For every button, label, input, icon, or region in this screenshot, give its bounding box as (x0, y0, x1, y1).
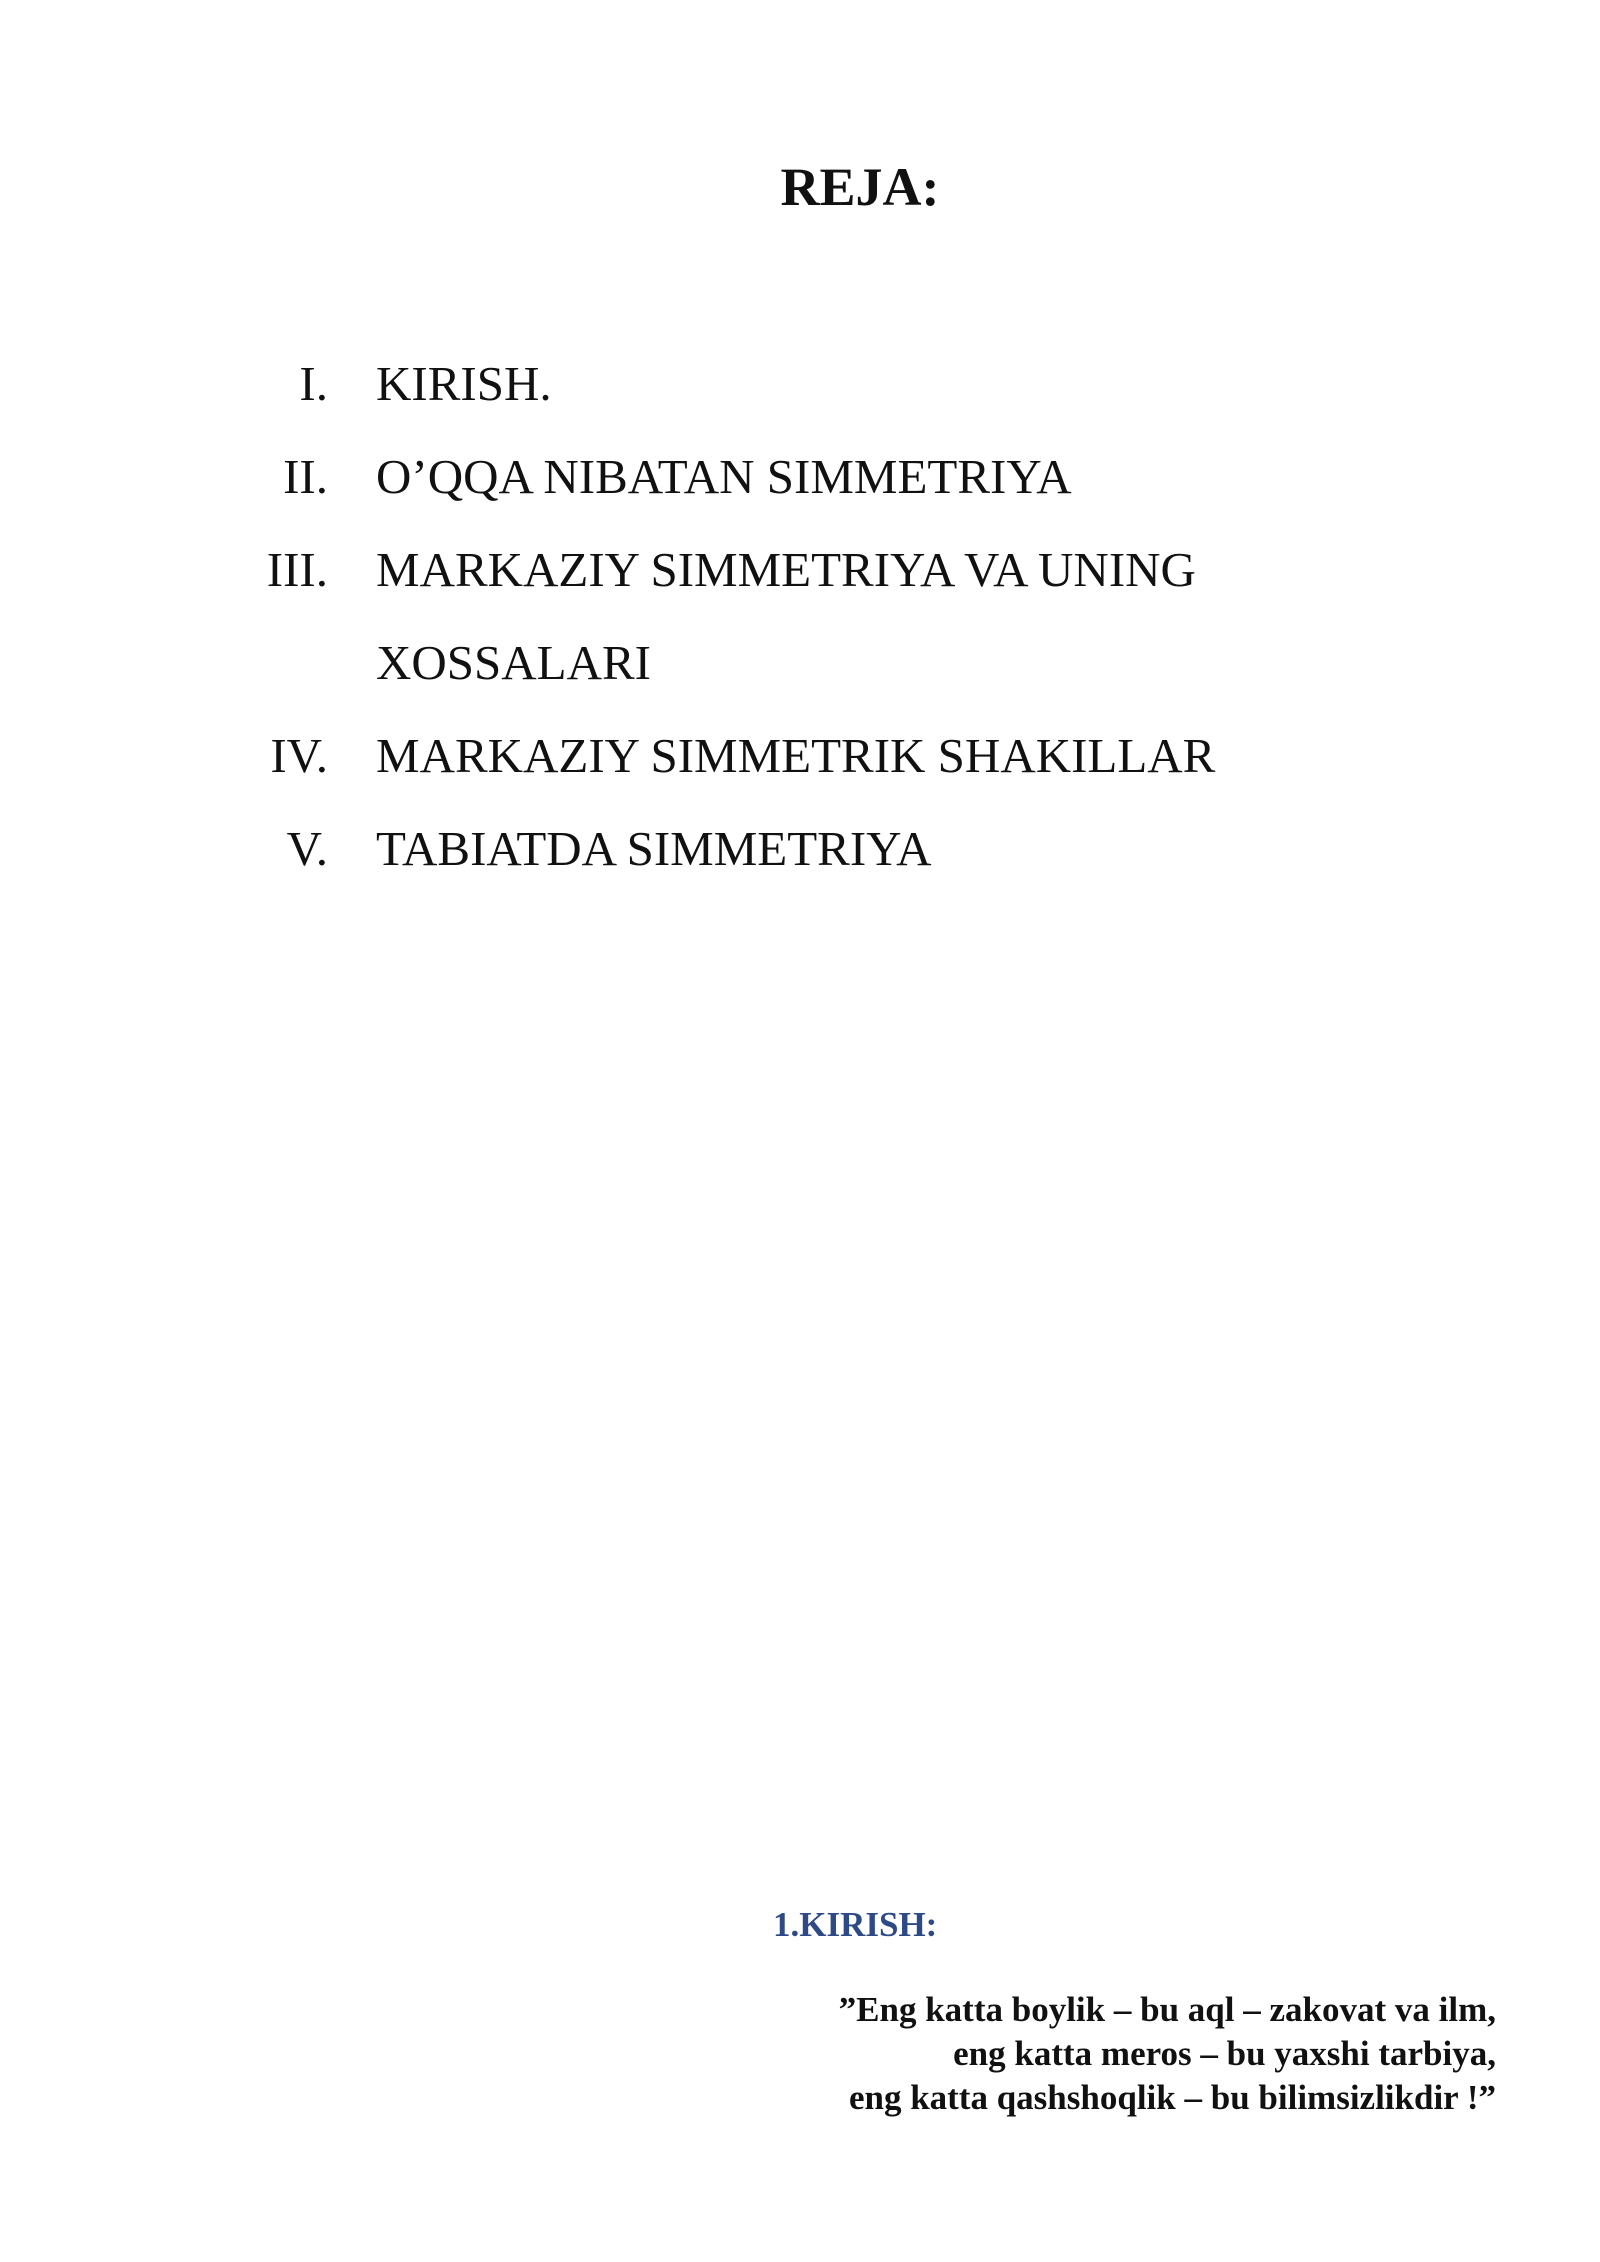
plan-item (0, 337, 1600, 430)
plan-item-text: TABIATDA SIMMETRIYA (376, 821, 932, 876)
epigraph-quote (839, 1988, 1496, 2120)
section-heading-introduction: 1.KIRISH: (773, 1905, 938, 1944)
epigraph-line: eng katta meros – bu yaxshi tarbiya, (953, 2034, 1496, 2073)
plan-item (0, 430, 1600, 523)
plan-item-text: MARKAZIY SIMMETRIK SHAKILLAR (376, 728, 1216, 783)
plan-item-number: V. (286, 821, 328, 876)
plan-item-number: IV. (270, 728, 328, 783)
plan-item (0, 523, 1600, 709)
plan-title: REJA: (780, 157, 940, 217)
plan-item (0, 709, 1600, 802)
epigraph-line: ”Eng katta boylik – bu aql – zakovat va ilm, (838, 1990, 1496, 2029)
epigraph-line: eng katta qashshoqlik – bu bilimsizlikdir !” (848, 2078, 1496, 2117)
plan-item-text: MARKAZIY SIMMETRIYA VA UNING XOSSALARI (376, 542, 1196, 690)
plan-item-text: O’QQA NIBATAN SIMMETRIYA (376, 449, 1072, 504)
plan-item-number: II. (283, 449, 328, 504)
plan-item-number: III. (266, 542, 328, 597)
plan-list (0, 337, 1600, 895)
plan-item-text: KIRISH. (376, 356, 552, 411)
plan-item (0, 802, 1600, 895)
plan-item-number: I. (299, 356, 328, 411)
